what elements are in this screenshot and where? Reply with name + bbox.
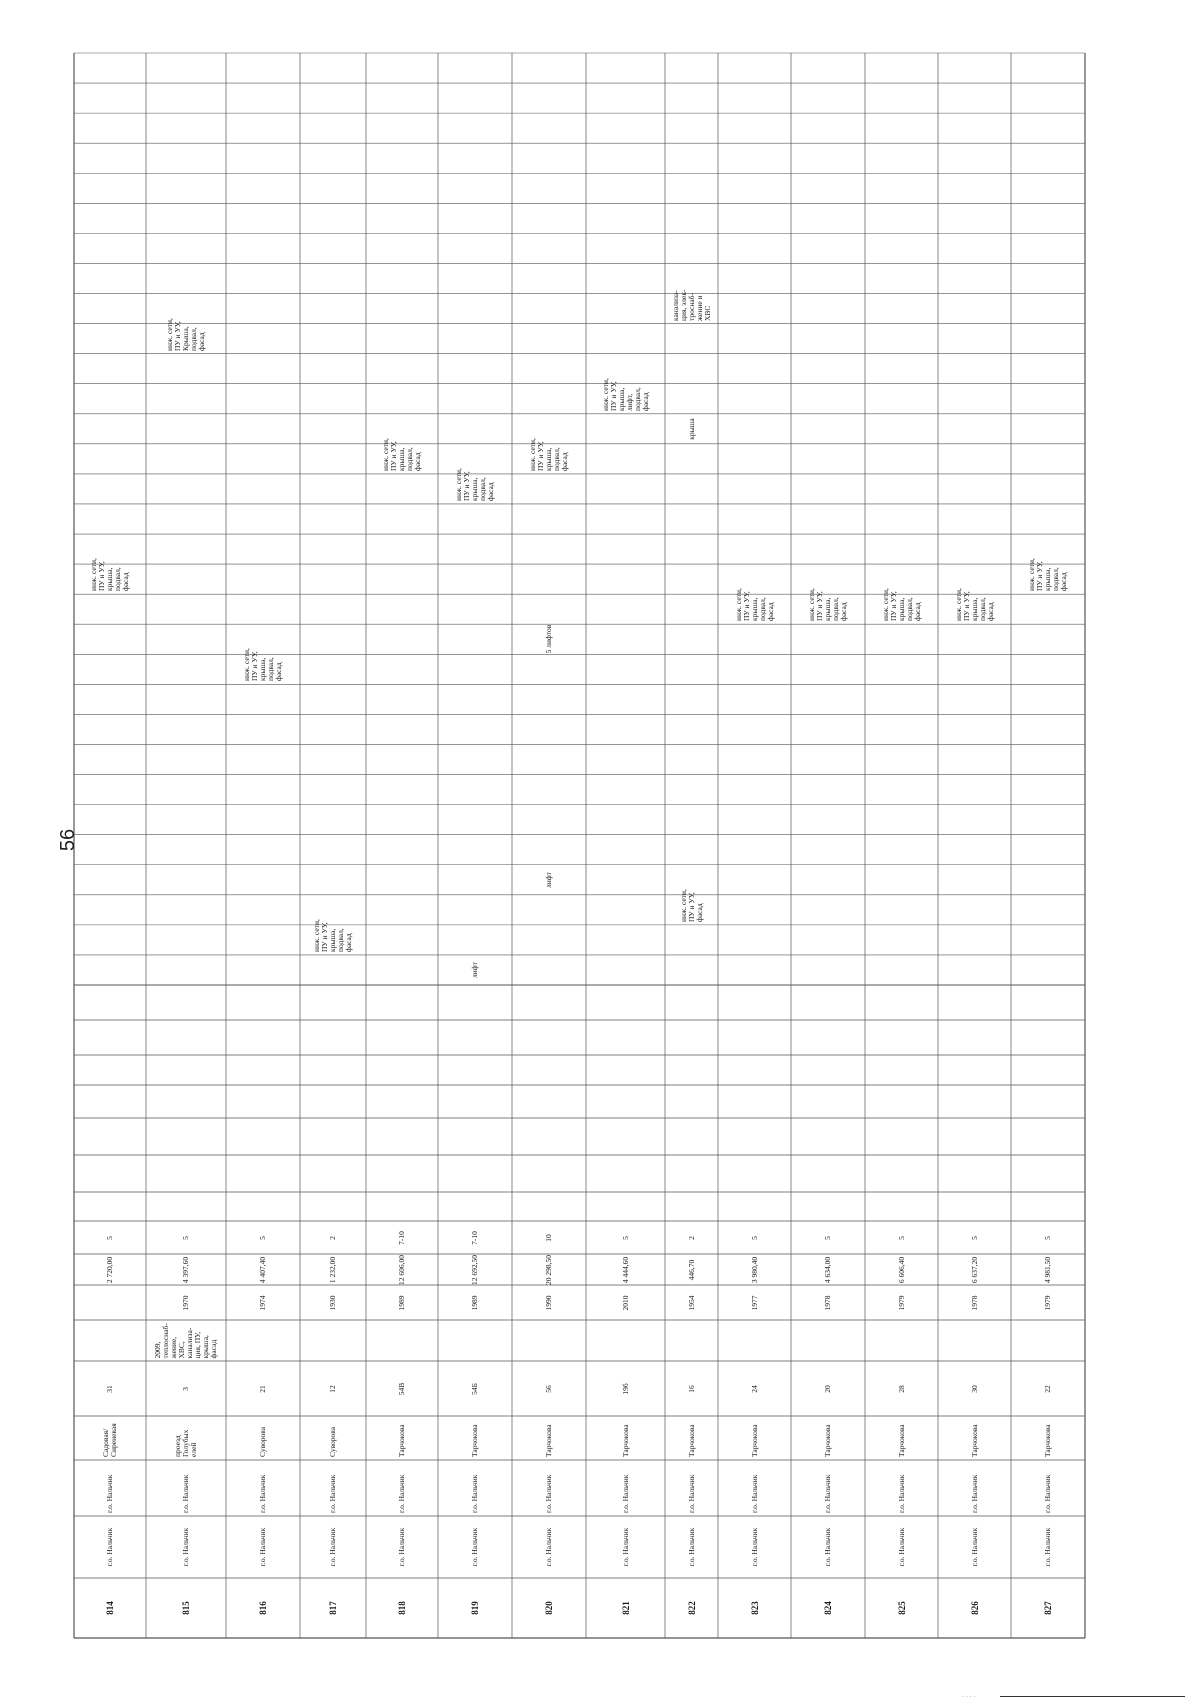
cell-area — [226, 1254, 300, 1285]
cell-floors — [665, 1221, 718, 1254]
cell-house — [366, 1361, 438, 1416]
cell-city — [665, 1460, 718, 1516]
work-entry — [586, 366, 665, 414]
cell-district — [438, 1516, 512, 1578]
work-entry — [300, 907, 366, 955]
cell-city-text: г.о. Нальчик — [397, 1474, 406, 1513]
cell-house-text: 31 — [105, 1384, 114, 1393]
cell-note — [146, 1320, 226, 1361]
cell-street — [938, 1416, 1011, 1460]
cell-district — [146, 1516, 226, 1578]
cell-district — [226, 1516, 300, 1578]
cell-street — [300, 1416, 366, 1460]
cell-area — [938, 1254, 1011, 1285]
cell-house-text: 28 — [896, 1384, 906, 1393]
work-entry — [665, 877, 718, 925]
work-entry-text: 5 лифтов — [544, 624, 553, 654]
cell-floors — [366, 1221, 438, 1254]
cell-no — [718, 1578, 791, 1638]
work-entry-text: лифт — [470, 962, 479, 978]
cell-street-text: Тарчокова — [969, 1424, 979, 1457]
cell-no-text: 816 — [258, 1601, 268, 1615]
cell-house-text: 56 — [544, 1384, 553, 1393]
work-entry — [1011, 546, 1085, 594]
cell-year-text: 1989 — [470, 1295, 479, 1310]
cell-city — [366, 1460, 438, 1516]
cell-area — [74, 1254, 146, 1285]
cell-no-text: 825 — [896, 1601, 907, 1615]
work-entry — [665, 414, 718, 444]
work-entry-text: инж. сети, ПУ и УУ, крыша, подвал, фасад — [880, 588, 922, 622]
cell-no — [438, 1578, 512, 1638]
cell-city-text: г.о. Нальчик — [470, 1474, 479, 1513]
cell-house — [718, 1361, 791, 1416]
cell-floors — [865, 1221, 938, 1254]
cell-year — [438, 1285, 512, 1320]
cell-district-text: г.о. Нальчик — [823, 1527, 832, 1567]
cell-floors — [718, 1221, 791, 1254]
cell-district — [586, 1516, 665, 1578]
cell-area — [300, 1254, 366, 1285]
cell-no — [300, 1578, 366, 1638]
cell-city-text: г.о. Нальчик — [328, 1474, 337, 1513]
cell-city — [791, 1460, 865, 1516]
cell-city — [586, 1460, 665, 1516]
work-entry — [146, 306, 226, 354]
cell-floors — [226, 1221, 300, 1254]
cell-house — [512, 1361, 586, 1416]
work-entry — [718, 576, 791, 624]
cell-street — [438, 1416, 512, 1460]
cell-street-text: Тарчокова — [749, 1424, 759, 1457]
cell-district — [938, 1516, 1011, 1578]
cell-area — [512, 1254, 586, 1285]
cell-street-text: Суворова — [258, 1426, 267, 1457]
cell-year — [665, 1285, 718, 1320]
cell-city — [512, 1460, 586, 1516]
cell-district-text: г.о. Нальчик — [969, 1527, 979, 1567]
cell-street-text: Тарчокова — [1043, 1424, 1052, 1457]
cell-no-text: 823 — [749, 1601, 760, 1615]
cell-floors-text: 5 — [181, 1235, 190, 1240]
cell-district — [665, 1516, 718, 1578]
cell-street-text: Тарчокова — [544, 1424, 553, 1457]
cell-house — [938, 1361, 1011, 1416]
cell-floors — [300, 1221, 366, 1254]
cell-city — [300, 1460, 366, 1516]
cell-city — [1011, 1460, 1085, 1516]
cell-year-text: 1978 — [969, 1295, 979, 1310]
cell-area-text: 6 606,40 — [896, 1256, 906, 1283]
cell-floors-text: 5 — [896, 1235, 906, 1240]
cell-no — [938, 1578, 1011, 1638]
cell-year-text: 1978 — [823, 1295, 832, 1310]
cell-street-text: Тарчокова — [620, 1424, 630, 1457]
work-entry-text: инж. сети, ПУ и УУ, крыша, подвал, фасад — [807, 588, 848, 622]
cell-district — [74, 1516, 146, 1578]
work-entry — [665, 275, 718, 323]
cell-floors — [1011, 1221, 1085, 1254]
cell-year — [512, 1285, 586, 1320]
cell-district — [300, 1516, 366, 1578]
cell-floors-text: 7-10 — [397, 1230, 406, 1245]
cell-house — [1011, 1361, 1085, 1416]
cell-house-text: 22 — [1043, 1384, 1052, 1393]
cell-no-text: 814 — [105, 1601, 115, 1615]
cell-year — [791, 1285, 865, 1320]
cell-district — [1011, 1516, 1085, 1578]
cell-area — [865, 1254, 938, 1285]
cell-no-text: 822 — [686, 1601, 697, 1615]
cell-area-text: 4 444,60 — [620, 1256, 630, 1283]
cell-no-text: 818 — [397, 1601, 407, 1615]
cell-district-text: г.о. Нальчик — [749, 1527, 759, 1567]
cell-district — [512, 1516, 586, 1578]
work-entry-text: инж. сети, ПУ и УУ, крыша, подвал, фасад — [953, 588, 995, 622]
cell-house — [665, 1361, 718, 1416]
cell-house — [865, 1361, 938, 1416]
cell-area-text: 1 232,00 — [328, 1256, 337, 1283]
cell-no — [665, 1578, 718, 1638]
cell-floors-text: 5 — [969, 1235, 979, 1240]
cell-street-text: Суворова — [328, 1426, 337, 1457]
cell-street-text: проезд Голубых елей — [173, 1429, 198, 1457]
cell-area-text: 12 692,50 — [470, 1254, 479, 1285]
cell-year-text: 2010 — [620, 1295, 630, 1310]
cell-city — [865, 1460, 938, 1516]
cell-year-text: 1974 — [258, 1295, 267, 1310]
cell-area-text: 20 298,50 — [544, 1254, 553, 1285]
cell-no-text: 826 — [969, 1601, 980, 1615]
cell-city — [718, 1460, 791, 1516]
work-entry-text: крыша — [686, 418, 696, 440]
cell-city — [938, 1460, 1011, 1516]
work-entry-text: лифт — [544, 871, 553, 888]
cell-area — [1011, 1254, 1085, 1285]
cell-floors — [512, 1221, 586, 1254]
cell-no — [226, 1578, 300, 1638]
cell-district-text: г.о. Нальчик — [620, 1527, 630, 1567]
cell-house — [74, 1361, 146, 1416]
cell-floors — [438, 1221, 512, 1254]
work-entry — [512, 426, 586, 474]
cell-no — [1011, 1578, 1085, 1638]
work-entry-text: инж. сети, ПУ и УУ, крыша, подвал, фасад — [381, 438, 422, 471]
cell-floors-text: 2 — [328, 1235, 337, 1240]
cell-city-text: г.о. Нальчик — [749, 1474, 759, 1513]
work-entry-text: инж. сети, ПУ и УУ, крыша, подвал, фасад — [1027, 558, 1068, 592]
cell-city — [226, 1460, 300, 1516]
cell-city-text: г.о. Нальчик — [181, 1474, 190, 1513]
cell-floors-text: 5 — [620, 1235, 630, 1240]
cell-house — [226, 1361, 300, 1416]
cell-floors-text: 5 — [823, 1235, 832, 1240]
page-number: 56 — [57, 828, 79, 852]
work-entry — [791, 576, 865, 624]
cell-area-text: 4 634,00 — [823, 1256, 832, 1283]
cell-no — [74, 1578, 146, 1638]
cell-area-text: 446,70 — [686, 1259, 696, 1280]
cell-floors — [791, 1221, 865, 1254]
cell-street — [665, 1416, 718, 1460]
cell-district-text: г.о. Нальчик — [397, 1527, 406, 1567]
cell-district-text: г.о. Нальчик — [544, 1527, 553, 1567]
cell-floors — [938, 1221, 1011, 1254]
cell-district — [791, 1516, 865, 1578]
cell-area — [366, 1254, 438, 1285]
work-entry — [865, 576, 938, 624]
work-entry-text: инж. сети, ПУ и УУ, фасад — [678, 888, 704, 922]
cell-street-text: Садовая/Сиреневая — [101, 1423, 118, 1457]
cell-street — [366, 1416, 438, 1460]
cell-no — [366, 1578, 438, 1638]
cell-no — [791, 1578, 865, 1638]
work-entry-text: инж. сети, ПУ и УУ, крыша, подвал, фасад — [454, 468, 495, 501]
work-entry — [512, 865, 586, 895]
cell-house-text: 30 — [969, 1384, 979, 1393]
cell-area — [146, 1254, 226, 1285]
cell-floors-text: 5 — [105, 1235, 114, 1240]
cell-house-text: 54В — [397, 1382, 406, 1395]
cell-street — [226, 1416, 300, 1460]
cell-area-text: 6 637,20 — [969, 1256, 979, 1283]
cell-city-text: г.о. Нальчик — [544, 1474, 553, 1513]
cell-house-text: 3 — [181, 1386, 190, 1391]
cell-area-text: 3 980,40 — [749, 1256, 759, 1283]
cell-no-text: 827 — [1043, 1601, 1053, 1615]
cell-year-text: 1979 — [1043, 1295, 1052, 1310]
cell-year — [718, 1285, 791, 1320]
cell-year — [938, 1285, 1011, 1320]
cell-district — [865, 1516, 938, 1578]
cell-city-text: г.о. Нальчик — [620, 1474, 630, 1513]
cell-house — [791, 1361, 865, 1416]
cell-street-text: Тарчокова — [896, 1424, 906, 1457]
cell-no — [865, 1578, 938, 1638]
work-entry-text: инж. сети, ПУ и УУ, крыша, подвал, фасад — [733, 588, 775, 622]
cell-year — [300, 1285, 366, 1320]
cell-city-text: г.о. Нальчик — [686, 1474, 696, 1513]
footer-rule — [1000, 1696, 1185, 1703]
cell-floors-text: 10 — [544, 1233, 553, 1242]
cell-city-text: г.о. Нальчик — [105, 1474, 114, 1513]
cell-district-text: г.о. Нальчик — [181, 1527, 190, 1567]
cell-year — [146, 1285, 226, 1320]
cell-city-text: г.о. Нальчик — [896, 1474, 906, 1513]
cell-city-text: г.о. Нальчик — [969, 1474, 979, 1513]
cell-area — [438, 1254, 512, 1285]
work-entry-text: инж. сети, ПУ и УУ, крыша, лифт, подвал, фасад — [600, 377, 650, 411]
cell-no-text: 821 — [620, 1601, 631, 1615]
cell-area-text: 12 606,00 — [397, 1254, 406, 1285]
cell-district-text: г.о. Нальчик — [1043, 1527, 1052, 1567]
cell-no — [586, 1578, 665, 1638]
cell-note-text: 2009, теплоснаб-жение, ХВС, канализа-ция, ПУ, крыша, фасад — [153, 1322, 218, 1358]
cell-street — [586, 1416, 665, 1460]
cell-house-text: 54Б — [470, 1382, 479, 1395]
cell-area-text: 2 720,00 — [105, 1256, 114, 1283]
cell-city — [74, 1460, 146, 1516]
cell-street-text: Тарчокова — [470, 1424, 479, 1457]
cell-no — [512, 1578, 586, 1638]
work-entry — [74, 546, 146, 594]
cell-floors — [146, 1221, 226, 1254]
cell-year — [865, 1285, 938, 1320]
cell-street — [865, 1416, 938, 1460]
cell-street — [74, 1416, 146, 1460]
cell-house — [586, 1361, 665, 1416]
cell-street — [791, 1416, 865, 1460]
cell-floors-text: 5 — [258, 1235, 267, 1240]
cell-floors-text: 5 — [1043, 1235, 1052, 1240]
work-entry — [938, 576, 1011, 624]
cell-no-text: 820 — [544, 1601, 554, 1615]
cell-year-text: 1990 — [544, 1295, 553, 1310]
cell-street-text: Тарчокова — [397, 1424, 406, 1457]
cell-house-text: 24 — [749, 1384, 759, 1393]
work-entry — [366, 426, 438, 474]
cell-city-text: г.о. Нальчик — [823, 1474, 832, 1513]
cell-street — [512, 1416, 586, 1460]
cell-house — [300, 1361, 366, 1416]
cell-floors — [74, 1221, 146, 1254]
cell-street — [1011, 1416, 1085, 1460]
cell-floors-text: 2 — [686, 1235, 696, 1240]
work-entry-text: инж. сети, ПУ и УУ, крыша, подвал, фасад — [528, 438, 569, 471]
cell-year — [586, 1285, 665, 1320]
cell-year-text: 1989 — [397, 1295, 406, 1310]
cell-year-text: 1954 — [686, 1295, 696, 1310]
cell-no-text: 815 — [181, 1601, 191, 1615]
cell-district-text: г.о. Нальчик — [328, 1527, 337, 1567]
cell-house-text: 21 — [258, 1384, 267, 1393]
cell-area — [718, 1254, 791, 1285]
cell-no-text: 817 — [328, 1601, 338, 1615]
cell-house-text: 20 — [823, 1384, 832, 1393]
cell-area — [586, 1254, 665, 1285]
cell-floors-text: 7-10 — [470, 1230, 479, 1245]
cell-year-text: 1977 — [749, 1295, 759, 1310]
work-entry — [226, 636, 300, 684]
cell-floors — [586, 1221, 665, 1254]
cell-city — [146, 1460, 226, 1516]
cell-area-text: 4 981,50 — [1043, 1256, 1052, 1283]
cell-no — [146, 1578, 226, 1638]
cell-no-text: 819 — [470, 1601, 480, 1615]
cell-house-text: 12 — [328, 1384, 337, 1393]
cell-street-text: Тарчокова — [823, 1424, 832, 1457]
work-entry-text: инж. сети, ПУ и УУ, крыша, подвал, фасад — [89, 558, 130, 592]
cell-year-text: 1930 — [328, 1295, 337, 1310]
cell-city-text: г.о. Нальчик — [258, 1474, 267, 1513]
cell-year — [366, 1285, 438, 1320]
cell-district-text: г.о. Нальчик — [896, 1527, 906, 1567]
cell-house-text: 19б — [620, 1382, 630, 1395]
cell-district — [718, 1516, 791, 1578]
cell-area-text: 4 407,40 — [258, 1256, 267, 1283]
cell-floors-text: 5 — [749, 1235, 759, 1240]
cell-house — [146, 1361, 226, 1416]
work-entry-text: инж. сети, ПУ и УУ, Крыша, подвал, фасад — [165, 317, 206, 351]
cell-city-text: г.о. Нальчик — [1043, 1474, 1052, 1513]
cell-district-text: г.о. Нальчик — [470, 1527, 479, 1567]
cell-year-text: 1979 — [896, 1295, 906, 1310]
cell-district-text: г.о. Нальчик — [686, 1527, 696, 1567]
cell-street-text: Тарчокова — [686, 1424, 696, 1457]
work-entry-text: инж. сети, ПУ и УУ, крыша, подвал, фасад — [312, 919, 353, 952]
cell-year — [1011, 1285, 1085, 1320]
cell-area-text: 4 397,60 — [181, 1256, 190, 1283]
cell-area — [791, 1254, 865, 1285]
cell-street — [718, 1416, 791, 1460]
footer-mark: ···· — [962, 1694, 978, 1701]
cell-district — [366, 1516, 438, 1578]
cell-year — [226, 1285, 300, 1320]
work-entry — [438, 955, 512, 985]
cell-no-text: 824 — [823, 1601, 833, 1615]
work-entry-text: канализа-ция, элек-троснаб-жение и ХВС — [670, 289, 712, 321]
work-entry-text: инж. сети, ПУ и УУ, крыша, подвал, фасад — [242, 648, 283, 682]
cell-street — [146, 1416, 226, 1460]
cell-house — [438, 1361, 512, 1416]
cell-year-text: 1970 — [181, 1295, 190, 1310]
cell-district-text: г.о. Нальчик — [105, 1527, 114, 1567]
cell-area — [665, 1254, 718, 1285]
cell-house-text: 16 — [686, 1384, 696, 1393]
work-entry — [512, 624, 586, 654]
work-entry — [438, 456, 512, 504]
cell-city — [438, 1460, 512, 1516]
cell-district-text: г.о. Нальчик — [258, 1527, 267, 1567]
